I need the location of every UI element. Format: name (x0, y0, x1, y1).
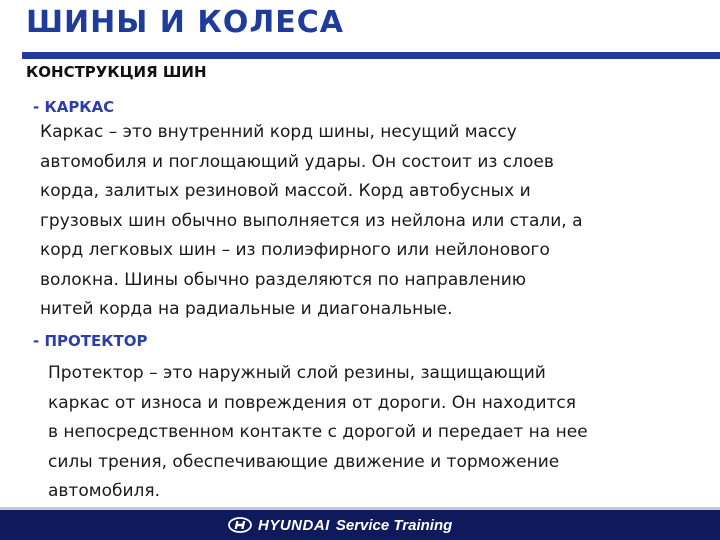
section-heading-karkas: - КАРКАС (33, 98, 115, 116)
paragraph-line: в непосредственном контакте с дорогой и передает на нее (48, 422, 588, 442)
paragraph-line: корд легковых шин – из полиэфирного или нейлонового (40, 240, 550, 260)
title-divider (22, 52, 720, 59)
footer-brand-name: HYUNDAI (258, 516, 330, 534)
section-heading-protektor: - ПРОТЕКТОР (33, 332, 148, 350)
paragraph-line: каркас от износа и повреждения от дороги. Он находится (48, 392, 576, 413)
paragraph-line: силы трения, обеспечивающие движение и торможение (48, 451, 560, 472)
paragraph-karkas (40, 118, 700, 325)
slide-title: ШИНЫ И КОЛЕСА (26, 5, 345, 40)
slide-subtitle: КОНСТРУКЦИЯ ШИН (26, 63, 207, 81)
footer-service-text: Service Training (335, 516, 453, 534)
paragraph-line: автомобиля. (48, 481, 160, 501)
paragraph-protektor (48, 359, 708, 507)
footer-brand (228, 513, 452, 537)
paragraph-line: Протектор – это наружный слой резины, защищающий (48, 363, 546, 383)
hyundai-logo-icon (228, 517, 252, 533)
paragraph-line: автомобиля и поглощающий удары. Он состоит из слоев (40, 151, 554, 172)
paragraph-line: нитей корда на радиальные и диагональные. (40, 299, 453, 319)
paragraph-line: грузовых шин обычно выполняется из нейлона или стали, а (40, 210, 583, 231)
paragraph-line: Каркас – это внутренний корд шины, несущий массу (40, 122, 517, 142)
paragraph-line: корда, залитых резиновой массой. Корд автобусных и (40, 181, 531, 201)
paragraph-line: волокна. Шины обычно разделяются по направлению (40, 269, 527, 290)
footer-bar (0, 507, 720, 540)
